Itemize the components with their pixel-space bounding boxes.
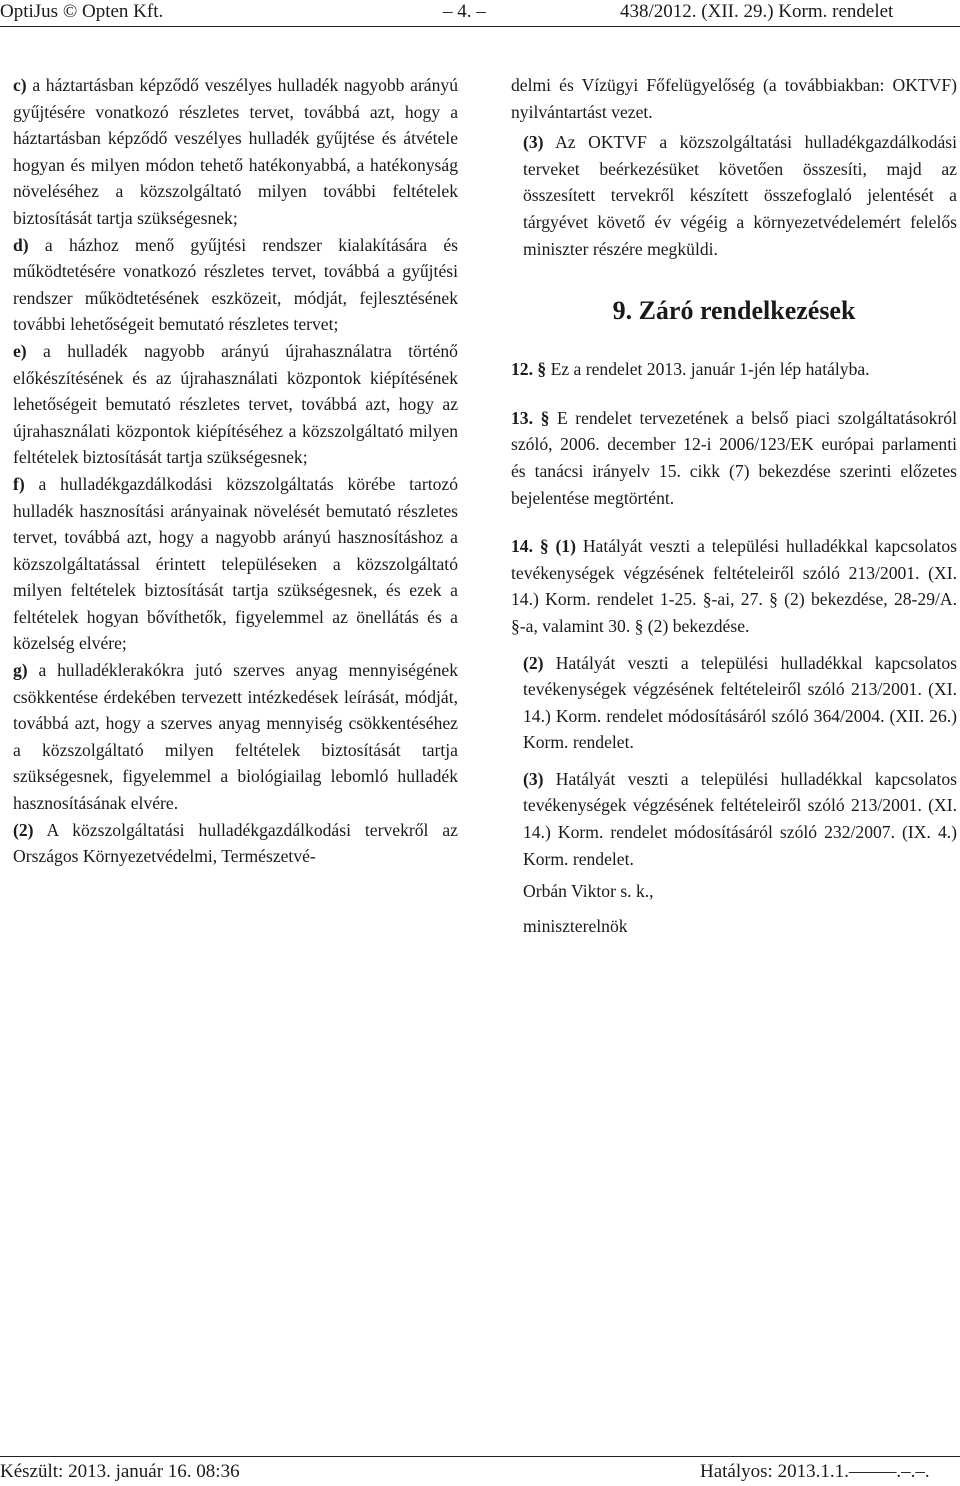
section-12-label: 12. § (511, 359, 547, 380)
paragraph-2-text: A közszolgáltatási hulladékgazdálkodási tervekről az Országos Környezetvédelmi, Természetvé- (13, 819, 458, 867)
section-13-text: E rendelet tervezetének a belső piaci szolgáltatásokról szóló, 2006. december 12-i 2006/123/EK európai parlamenti és tanácsi irányelv 15. cikk (7) bekezdése szerinti előzetes bejelentése megtörtént. (511, 407, 957, 508)
paragraph-3-text: Az OKTVF a közszolgáltatási hulladékgazdálkodási terveket beérkezésüket követően összesíti, majd az összesített tervekről készített összefoglaló jelentését a tárgyévet követő év végéig a környezetvédelemért felelős miniszter részére megküldi. (523, 132, 958, 259)
section-14-3-text: Hatályát veszti a települési hulladékkal kapcsolatos tevékenységek végzésének feltételeiről szóló 213/2001. (XI. 14.) Korm. rendelet módosításáról szóló 232/2007. (IX. 4.) Korm. rendelet. (523, 768, 957, 869)
point-d (13, 232, 458, 338)
point-g (13, 657, 458, 817)
section-14-1-text: Hatályát veszti a települési hulladékkal kapcsolatos tevékenységek végzésének feltételeiről szóló 213/2001. (XI. 14.) Korm. rendelet 1-25. §-ai, 27. § (2) bekezdése, 28-29/A. §-a, valamint 30. § (2) bekezdése. (511, 536, 957, 636)
section-13-label: 13. § (511, 407, 550, 428)
section-12 (511, 356, 957, 383)
paragraph-2-continuation: delmi és Vízügyi Főfelügyelőség (a továbbiakban: OKTVF) nyilvántartást vezet. (511, 75, 957, 122)
publisher-label: OptiJus © Opten Kft. (0, 1, 164, 22)
created-date: Készült: 2013. január 16. 08:36 (0, 1461, 240, 1482)
section-14-1-label: 14. § (1) (511, 536, 576, 557)
page-footer (0, 1456, 960, 1485)
paragraph-2 (13, 817, 458, 870)
point-c (13, 72, 458, 232)
section-14-2 (511, 650, 957, 756)
section-title: 9. Záró rendelkezések (612, 296, 856, 326)
paragraph-3-label: (3) (523, 132, 544, 153)
page-number: – 4. – (443, 1, 486, 22)
point-f-text: a hulladékgazdálkodási közszolgáltatás körébe tartozó hulladék hasznosítási arányainak növelését bemutató részletes tervet, továbbá azt, hogy a nagyobb arányú hasznosításhoz a közszolgáltatással érintett településeken a közszolgáltató milyen feltételek biztosítását tartja szükségesnek, és ezek a feltételek hogyan bővíthetők, figyelemmel az önellátás és a közelség elvére; (13, 473, 458, 654)
point-c-text: a háztartásban képződő veszélyes hulladék nagyobb arányú gyűjtésére vonatkozó részletes tervet, továbbá azt, hogy a háztartásban képződő veszélyes hulladék gyűjtése és átvétele hogyan és milyen módon tehető hatékonyabbá, a hatékonyság növeléséhez a közszolgáltató milyen további feltételek biztosítását tartja szükségesnek; (13, 75, 458, 228)
document-title: 438/2012. (XII. 29.) Korm. rendelet (620, 1, 894, 22)
paragraph-3 (511, 129, 957, 262)
signature-name: Orbán Viktor s. k., (523, 881, 654, 902)
effective-date: Hatályos: 2013.1.1.–––––.–.–. (700, 1461, 930, 1482)
paragraph-2-label: (2) (13, 819, 34, 840)
point-e-label: e) (13, 340, 27, 361)
section-14-3-label: (3) (523, 768, 544, 789)
section-13 (511, 405, 957, 511)
page-header (0, 0, 960, 27)
point-f (13, 471, 458, 657)
point-c-label: c) (13, 75, 27, 95)
point-e-text: a hulladék nagyobb arányú újrahasználatra történő előkészítésének és az újrahasználati központok kiépítésének lehetőségeit bemutató részletes tervet, továbbá azt, hogy az újrahasználati központok kiépítéséhez a közszolgáltató milyen feltételek biztosítását tartja szükségesnek; (13, 340, 458, 468)
signature-title: miniszterelnök (523, 915, 628, 936)
section-14-2-label: (2) (523, 652, 544, 673)
section-14-1 (511, 533, 957, 639)
point-g-label: g) (13, 660, 28, 681)
section-14-2-text: Hatályát veszti a települési hulladékkal kapcsolatos tevékenységek végzésének feltételeiről szóló 213/2001. (XI. 14.) Korm. rendelet módosításáról szóló 364/2004. (XII. 26.) Korm. rendelet. (523, 652, 957, 753)
point-f-label: f) (13, 473, 25, 494)
point-d-label: d) (13, 234, 29, 255)
point-e (13, 338, 458, 471)
left-column (13, 72, 458, 870)
point-g-text: a hulladéklerakókra jutó szerves anyag mennyiségének csökkentése érdekében tervezett intézkedések leírását, módját, továbbá azt, hogy a szerves anyag mennyiség csökkentéséhez a közszolgáltató milyen feltételek biztosítását tartja szükségesnek, figyelemmel a biológiailag lebomló hulladék hasznosításának elvére. (13, 660, 458, 814)
section-14-3 (511, 766, 957, 872)
right-column (511, 72, 957, 939)
point-d-text: a házhoz menő gyűjtési rendszer kialakítására és működtetésére vonatkozó részletes tervet, továbbá a gyűjtési rendszer működtetésének eszközeit, módját, fejlesztésének további lehetőségeit bemutató részletes tervet; (13, 234, 459, 335)
section-12-text: Ez a rendelet 2013. január 1-jén lép hatályba. (550, 359, 870, 380)
